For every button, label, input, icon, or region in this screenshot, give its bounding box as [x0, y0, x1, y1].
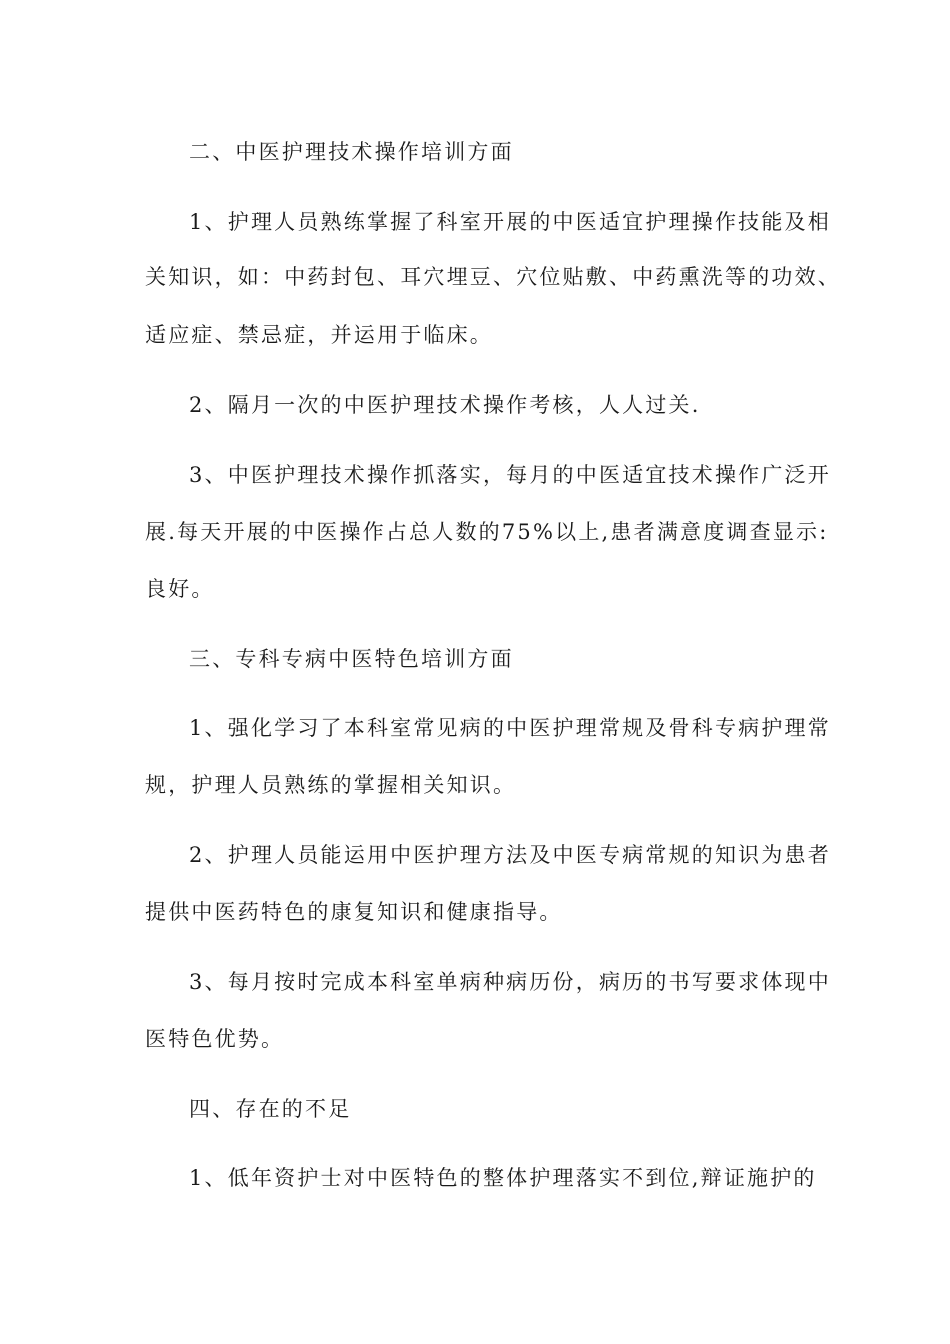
- section-heading-4: 四、存在的不足: [189, 1097, 352, 1121]
- paragraph-line: 1、低年资护士对中医特色的整体护理落实不到位,辩证施护的: [189, 1166, 817, 1190]
- paragraph-line: 2、隔月一次的中医护理技术操作考核，人人过关.: [189, 393, 701, 417]
- section-heading-2: 二、中医护理技术操作培训方面: [189, 140, 514, 164]
- paragraph-line: 1、强化学习了本科室常见病的中医护理常规及骨科专病护理常: [189, 716, 831, 740]
- paragraph-line: 适应症、禁忌症，并运用于临床。: [145, 323, 493, 347]
- section-heading-3: 三、专科专病中医特色培训方面: [189, 647, 514, 671]
- paragraph-line: 1、护理人员熟练掌握了科室开展的中医适宜护理操作技能及相: [189, 210, 831, 234]
- paragraph-line: 提供中医药特色的康复知识和健康指导。: [145, 900, 563, 924]
- paragraph-line: 医特色优势。: [145, 1027, 285, 1051]
- paragraph-line: 2、护理人员能运用中医护理方法及中医专病常规的知识为患者: [189, 843, 831, 867]
- paragraph-line: 良好。: [145, 577, 215, 601]
- paragraph-line: 3、每月按时完成本科室单病种病历份，病历的书写要求体现中: [189, 970, 831, 994]
- paragraph-line: 规，护理人员熟练的掌握相关知识。: [145, 773, 517, 797]
- paragraph-line: 关知识，如：中药封包、耳穴埋豆、穴位贴敷、中药熏洗等的功效、: [145, 265, 841, 289]
- paragraph-line: 展.每天开展的中医操作占总人数的75%以上,患者满意度调查显示:: [145, 520, 829, 544]
- paragraph-line: 3、中医护理技术操作抓落实，每月的中医适宜技术操作广泛开: [189, 463, 831, 487]
